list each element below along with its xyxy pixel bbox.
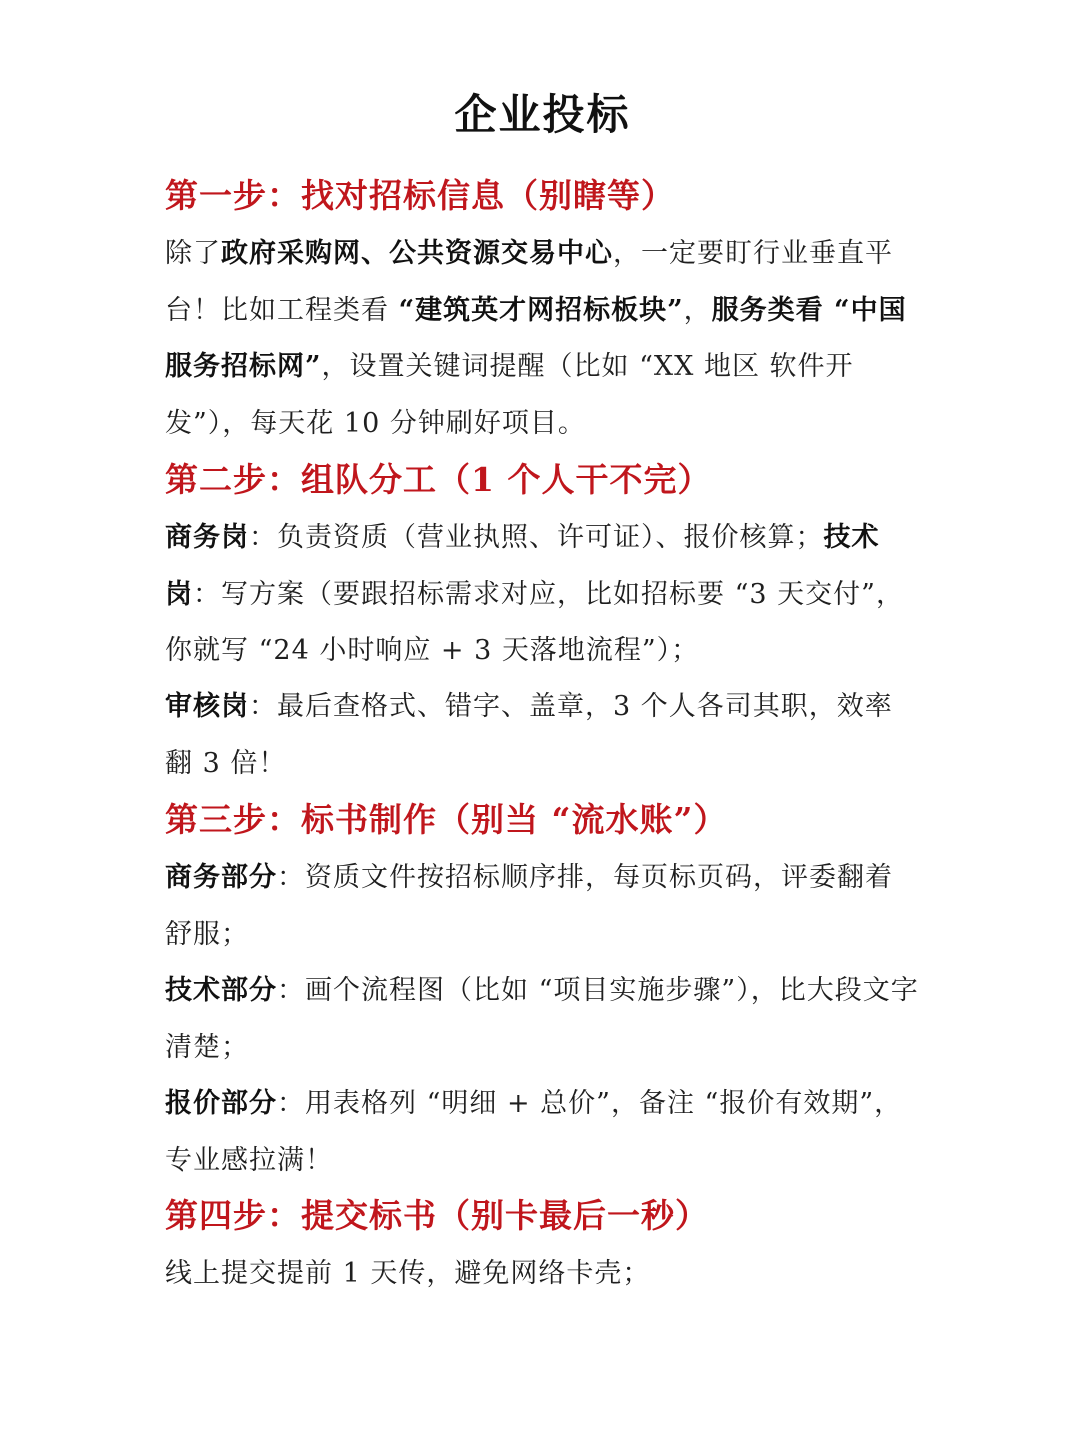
para-strong-site: “建筑英才网招标板块” bbox=[398, 294, 684, 326]
role-label-review: 审核岗 bbox=[165, 691, 249, 722]
page-title: 企业投标 bbox=[454, 90, 631, 139]
section-3-paragraph-2 bbox=[165, 963, 920, 1076]
para-text: ：资质文件按招标顺序排，每页标页码，评委翻着舒服； bbox=[165, 862, 893, 950]
para-text: ：画个流程图（比如 “项目实施步骤”），比大段文字清楚； bbox=[165, 975, 919, 1063]
section-4-paragraph-1 bbox=[165, 1246, 920, 1303]
para-strong-platforms: 政府采购网、公共资源交易中心 bbox=[221, 238, 613, 269]
para-text: ：最后查格式、错字、盖章，3 个人各司其职，效率翻 3 倍！ bbox=[165, 691, 893, 779]
para-text: ：负责资质（营业执照、许可证）、报价核算； bbox=[249, 522, 824, 553]
part-label-tech: 技术部分 bbox=[165, 975, 277, 1006]
role-label-tech: 技术岗 bbox=[165, 522, 880, 610]
part-label-business: 商务部分 bbox=[165, 862, 277, 893]
para-text: 除了 bbox=[165, 238, 221, 269]
section-heading-1: 第一步：找对招标信息（别瞎等） bbox=[165, 176, 675, 215]
section-2-paragraph-2 bbox=[165, 679, 920, 792]
para-strong-service: 服务类看 “中国服务招标网” bbox=[165, 294, 907, 382]
para-text: 线上提交提前 1 天传，避免网络卡壳； bbox=[165, 1258, 651, 1289]
section-3-paragraph-3 bbox=[165, 1076, 920, 1189]
para-text: ：用表格列 “明细 + 总价”，备注 “报价有效期”，专业感拉满！ bbox=[165, 1088, 903, 1176]
para-text: ，设置关键词提醒（比如 “XX 地区 软件开发”），每天花 10 分钟刷好项目。 bbox=[165, 351, 854, 439]
section-3-paragraph-1 bbox=[165, 850, 920, 963]
section-heading-3: 第三步：标书制作（别当 “流水账”） bbox=[165, 800, 728, 839]
section-2-paragraph-1 bbox=[165, 510, 920, 680]
part-label-price: 报价部分 bbox=[165, 1088, 277, 1119]
section-heading-2: 第二步：组队分工（1 个人干不完） bbox=[165, 460, 712, 499]
para-text: ，一定要盯行业垂直平台！比如工程类看 bbox=[165, 238, 893, 326]
para-text: ， bbox=[683, 294, 712, 326]
section-heading-4: 第四步：提交标书（别卡最后一秒） bbox=[165, 1196, 709, 1235]
role-label-business: 商务岗 bbox=[165, 522, 249, 553]
para-text: ：写方案（要跟招标需求对应，比如招标要 “3 天交付”，你就写 “24 小时响应 + 3 天落地流程”）； bbox=[165, 578, 904, 666]
section-1-paragraph bbox=[165, 226, 920, 452]
